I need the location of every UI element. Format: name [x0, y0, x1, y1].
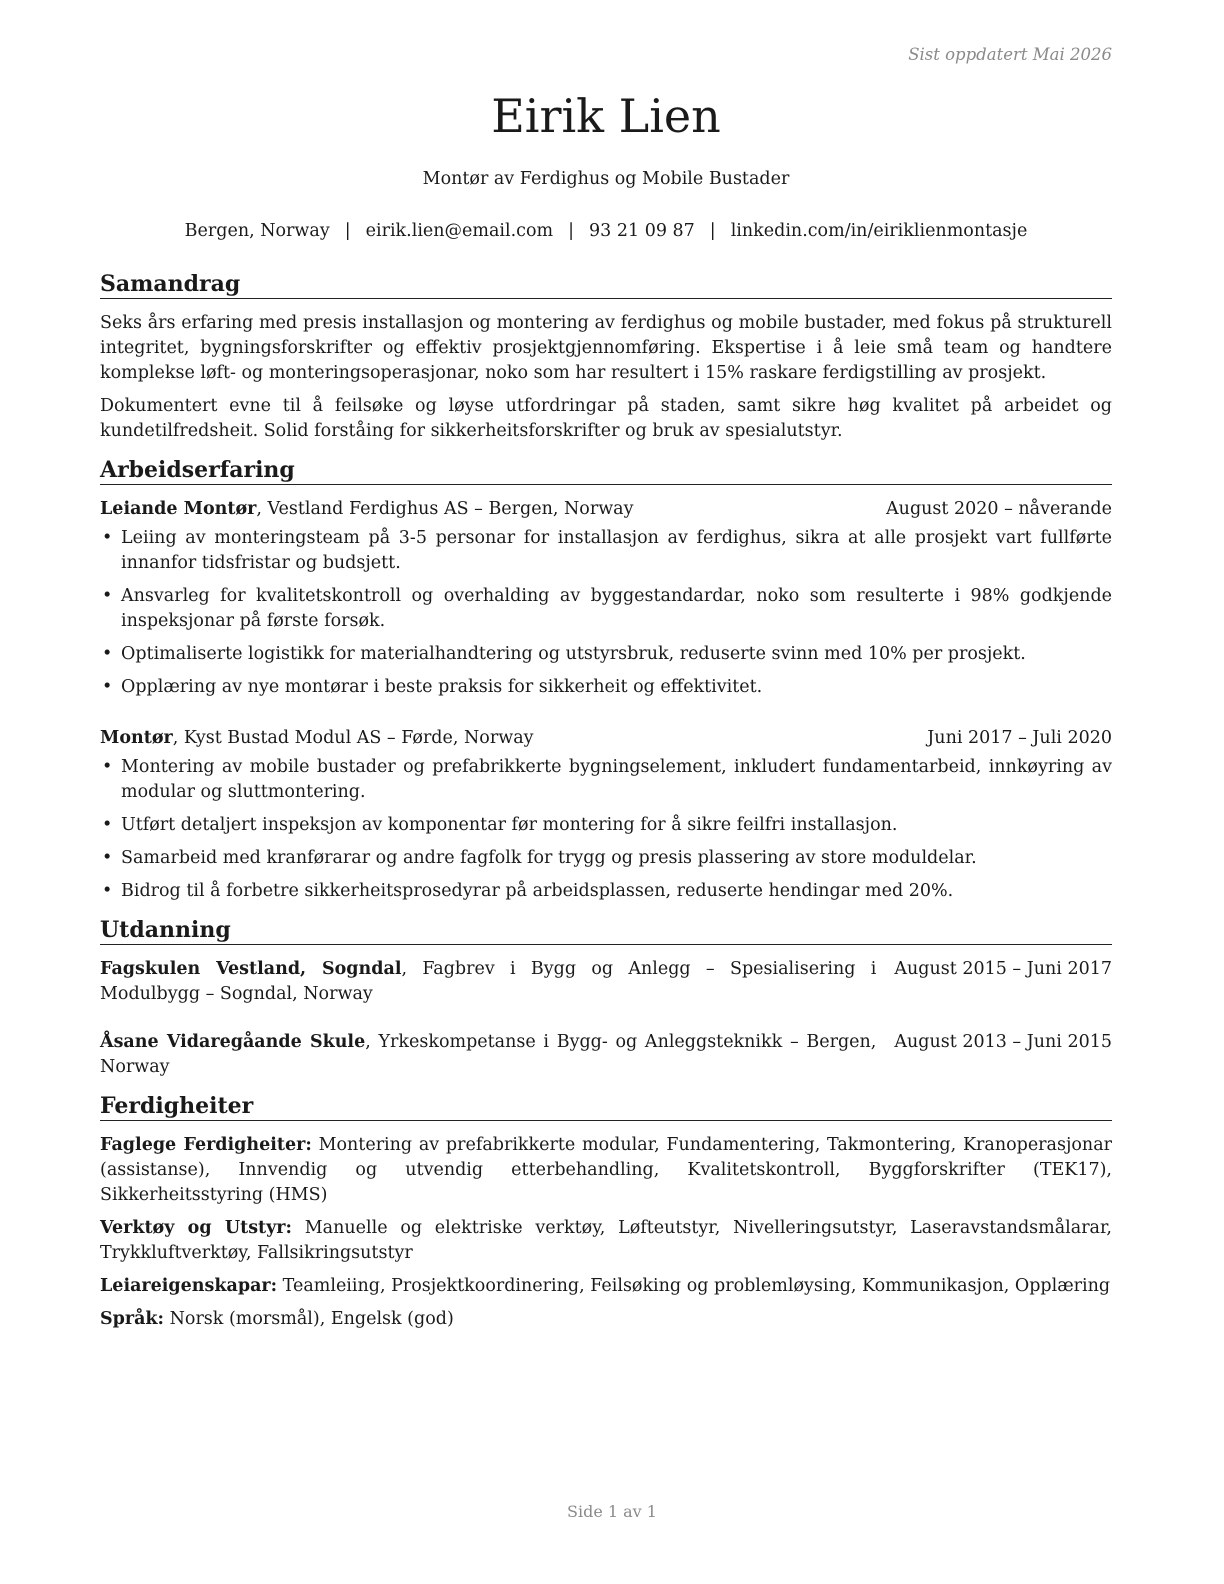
job-dates: Juni 2017 – Juli 2020: [927, 728, 1112, 748]
job-entry: [100, 726, 1112, 904]
education-details: , Yrkeskompetanse i Bygg- og Anleggsteknikk – Bergen, Norway: [100, 1032, 877, 1077]
skill-group: [100, 1274, 1112, 1299]
page-number: Side 1 av 1: [567, 1502, 657, 1521]
job-bullet: • Samarbeid med kranførarar og andre fagfolk for trygg og presis plassering av store moduldelar.: [100, 846, 1112, 871]
summary-paragraph: Seks års erfaring med presis installasjon og montering av ferdighus og mobile bustader, med fokus på strukturell integritet, bygningsforskrifter og effektiv prosjektgjennomføring. Ekspertise i å leie små team og handtere komplekse løft- og monteringsoperasjonar, noko som har resultert i 15% raskare ferdigstilling av prosjekt.: [100, 313, 1112, 383]
job-bullet: • Opplæring av nye montørar i beste praksis for sikkerheit og effektivitet.: [100, 675, 1112, 700]
skill-group: [100, 1216, 1112, 1266]
contact-linkedin[interactable]: linkedin.com/in/eiriklienmontasje: [730, 221, 1028, 241]
contact-location: Bergen, Norway: [184, 221, 330, 241]
job-bullet: • Utført detaljert inspeksjon av komponentar før montering for å sikre feilfri installasjon.: [100, 813, 1112, 838]
job-title: Montør av Ferdighus og Mobile Bustader: [422, 169, 790, 189]
job-header: [100, 726, 1112, 751]
skill-group-label: Faglege Ferdigheiter:: [100, 1135, 312, 1155]
education-section: [100, 916, 1112, 1080]
job-employer: , Vestland Ferdighus AS – Bergen, Norway: [256, 499, 634, 519]
skill-group-label: Verktøy og Utstyr:: [100, 1218, 292, 1238]
skill-group-label: Leiareigenskapar:: [100, 1276, 278, 1296]
job-bullet: • Ansvarleg for kvalitetskontroll og overhalding av byggestandardar, noko som resulterte i 98% godkjende inspeksjonar på første forsøk.: [100, 584, 1112, 634]
contact-separator: |: [709, 221, 716, 241]
skill-group-text: Teamleiing, Prosjektkoordinering, Feilsøking og problemløysing, Kommunikasjon, Opplæring: [277, 1276, 1111, 1296]
contact-email[interactable]: eirik.lien@email.com: [365, 221, 554, 241]
candidate-name: Eirik Lien: [491, 89, 721, 143]
job-entry: [100, 497, 1112, 700]
summary-paragraph: Dokumentert evne til å feilsøke og løyse utfordringar på staden, samt sikre høg kvalitet på arbeidet og kundetilfredsheit. Solid forståing for sikkerheitsforskrifter og bruk av spesialutstyr.: [100, 396, 1112, 441]
education-entry: [100, 1030, 1112, 1080]
contact-separator: |: [568, 221, 575, 241]
section-title-education: Utdanning: [100, 916, 1112, 945]
skill-group: [100, 1133, 1112, 1208]
education-dates: August 2015 – Juni 2017: [894, 959, 1112, 979]
job-role: Leiande Montør: [100, 499, 257, 519]
section-title-summary: Samandrag: [100, 270, 1112, 299]
last-updated: Sist oppdatert Mai 2026: [908, 45, 1112, 64]
education-details: , Fagbrev i Bygg og Anlegg – Spesialisering i Modulbygg – Sogndal, Norway: [100, 959, 877, 1004]
job-dates: August 2020 – nåverande: [886, 499, 1112, 519]
contact-separator: |: [344, 221, 351, 241]
skill-group-text: Manuelle og elektriske verktøy, Løfteutstyr, Nivelleringsutstyr, Laseravstandsmålarar, Trykkluftverktøy, Fallsikringsutstyr: [100, 1218, 1112, 1263]
job-bullets: [100, 526, 1112, 700]
skill-group-label: Språk:: [100, 1309, 165, 1329]
section-title-skills: Ferdigheiter: [100, 1092, 1112, 1121]
contact-line: [100, 219, 1112, 243]
job-bullet: • Bidrog til å forbetre sikkerheitsprosedyrar på arbeidsplassen, reduserte hendingar med 20%.: [100, 879, 1112, 904]
section-title-experience: Arbeidserfaring: [100, 456, 1112, 485]
job-employer: , Kyst Bustad Modul AS – Førde, Norway: [172, 728, 534, 748]
education-school: Åsane Vidaregåande Skule: [100, 1032, 366, 1052]
job-bullet: • Leiing av monteringsteam på 3-5 personar for installasjon av ferdighus, sikra at alle prosjekt vart fullførte innanfor tidsfristar og budsjett.: [100, 526, 1112, 576]
education-entry: [100, 957, 1112, 1007]
skill-group-text: Montering av prefabrikkerte modular, Fundamentering, Takmontering, Kranoperasjonar (assistanse), Innvendig og utvendig etterbehandling, Kvalitetskontroll, Byggforskrifter (TEK17), Sikkerheitsstyring (HMS): [100, 1135, 1112, 1205]
resume-body: [100, 270, 1112, 1344]
education-school: Fagskulen Vestland, Sogndal: [100, 959, 402, 979]
contact-phone: 93 21 09 87: [589, 221, 695, 241]
skill-group-text: Norsk (morsmål), Engelsk (god): [164, 1309, 454, 1329]
skills-section: [100, 1092, 1112, 1332]
job-bullets: [100, 755, 1112, 904]
job-bullet: • Optimaliserte logistikk for materialhandtering og utstyrsbruk, reduserte svinn med 10% per prosjekt.: [100, 642, 1112, 667]
job-role: Montør: [100, 728, 173, 748]
job-header: [100, 497, 1112, 522]
job-bullet: • Montering av mobile bustader og prefabrikkerte bygningselement, inkludert fundamentarbeid, innkøyring av modular og sluttmontering.: [100, 755, 1112, 805]
summary-section: [100, 270, 1112, 444]
experience-section: [100, 456, 1112, 904]
skill-group: [100, 1307, 1112, 1332]
education-dates: August 2013 – Juni 2015: [894, 1032, 1112, 1052]
